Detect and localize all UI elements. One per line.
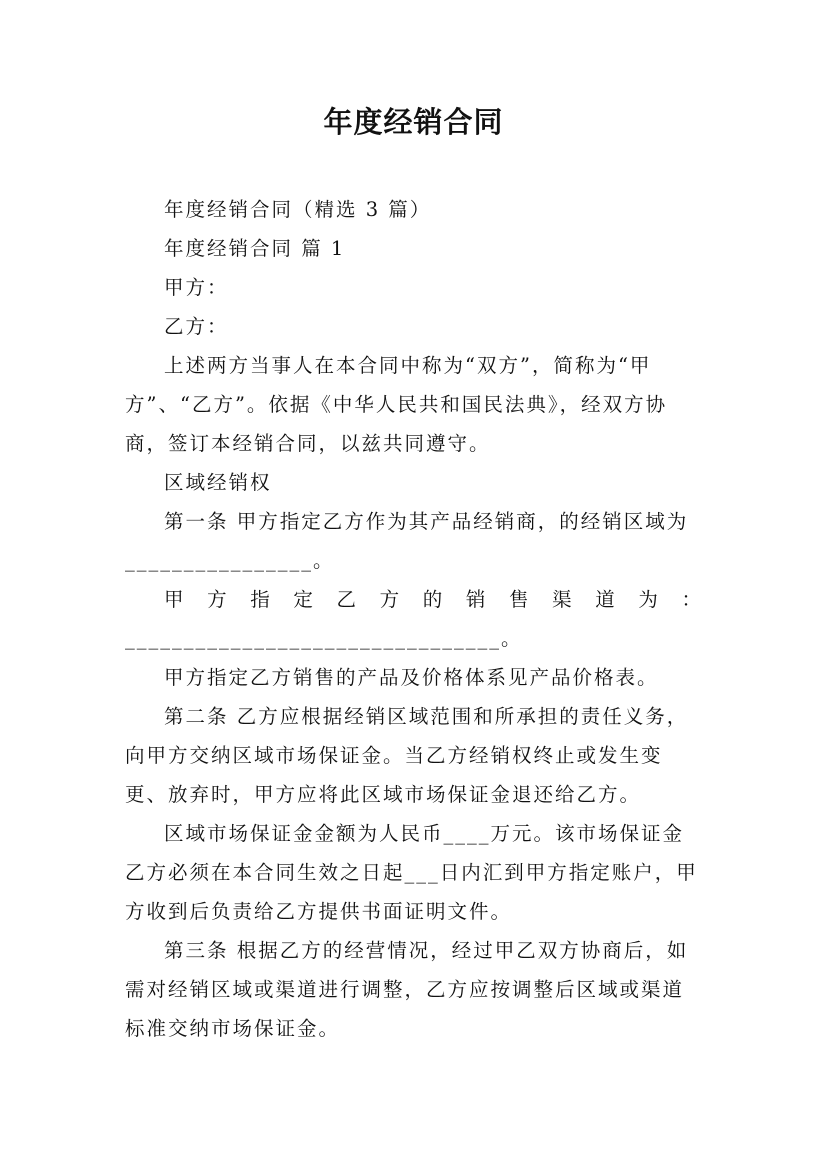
subtitle-paragraph: 年度经销合同（精选 3 篇） — [164, 198, 432, 221]
section-heading: 年度经销合同 篇 1 — [164, 237, 346, 260]
article-1-paragraph: 第一条 甲方指定乙方作为其产品经销商，的经销区域为________________。 — [125, 510, 689, 572]
party-b-line: 乙方： — [164, 315, 229, 338]
preamble-paragraph: 上述两方当事人在本合同中称为“双方”，简称为“甲方”、“乙方”。依据《中华人民共和国民法典》，经双方协商，签订本经销合同，以兹共同遵守。 — [125, 354, 668, 455]
sales-channel-blank: ________________________________。 — [125, 627, 523, 650]
deposit-paragraph: 区域市场保证金金额为人民币____万元。该市场保证金乙方必须在本合同生效之日起___日内汇到甲方指定账户，甲方收到后负责给乙方提供书面证明文件。 — [125, 822, 698, 923]
article-2-paragraph: 第二条 乙方应根据经销区域范围和所承担的责任义务，向甲方交纳区域市场保证金。当乙方经销权终止或发生变更、放弃时，甲方应将此区域市场保证金退还给乙方。 — [125, 705, 689, 806]
clause-heading: 区域经销权 — [164, 471, 272, 494]
article-3-paragraph: 第三条 根据乙方的经营情况，经过甲乙双方协商后，如需对经销区域或渠道进行调整，乙方应按调整后区域或渠道标准交纳市场保证金。 — [125, 939, 689, 1040]
document-title: 年度经销合同 — [323, 105, 504, 139]
price-system-paragraph: 甲方指定乙方销售的产品及价格体系见产品价格表。 — [164, 666, 659, 689]
party-a-line: 甲方： — [164, 276, 229, 299]
document-body — [125, 190, 703, 1048]
sales-channel-line: 甲方指定乙方的销售渠道为： — [164, 588, 703, 611]
